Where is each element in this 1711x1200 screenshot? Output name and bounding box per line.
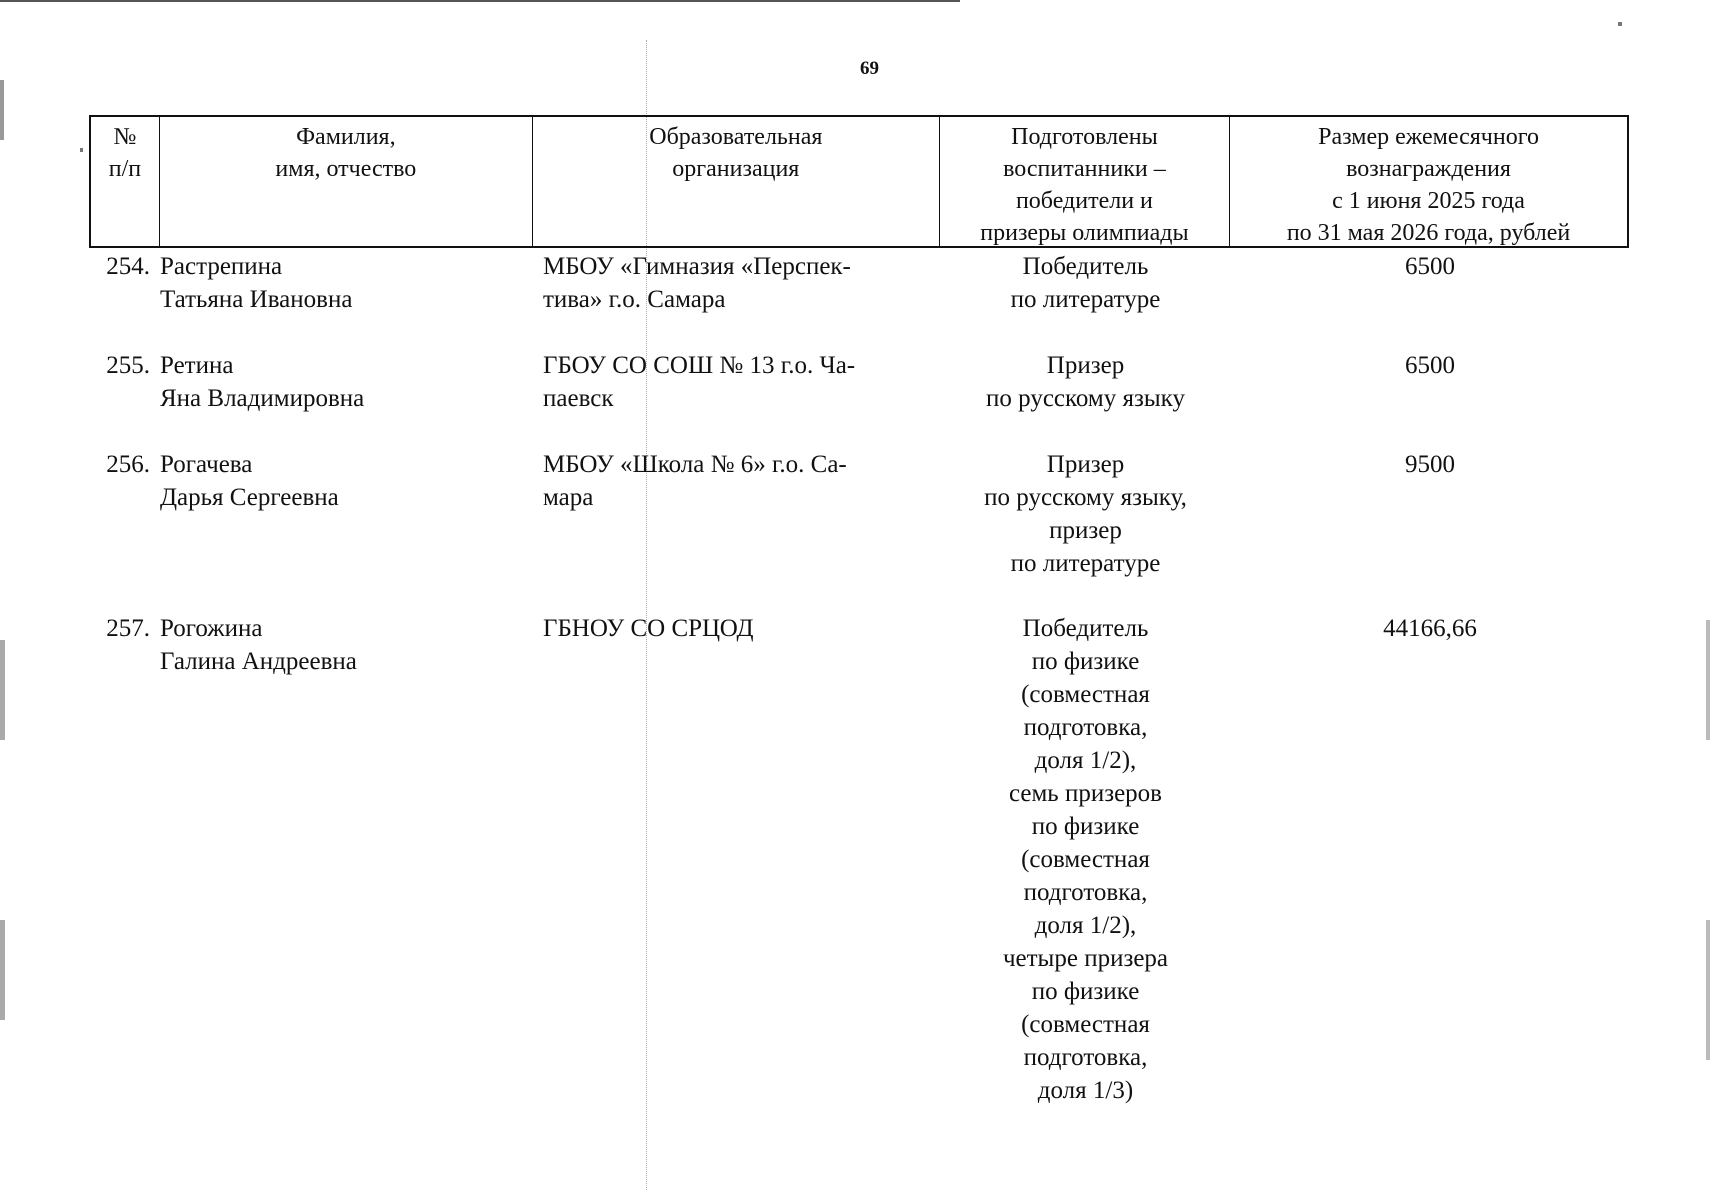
row-monthly-reward: 44166,66 bbox=[1383, 615, 1477, 642]
scan-edge-smudge bbox=[0, 640, 5, 740]
row-full-name: Рогачева Дарья Сергеевна bbox=[160, 451, 339, 511]
row-organization: МБОУ «Гимназия «Перспек- тива» г.о. Самара bbox=[543, 253, 851, 313]
header-monthly-reward: Размер ежемесячного вознаграждения с 1 июня 2025 года по 31 мая 2026 года, рублей bbox=[1286, 124, 1571, 246]
table-body bbox=[89, 250, 1629, 1104]
row-prepared-students: Призер по русскому языку bbox=[986, 352, 1185, 412]
header-organization: Образовательная организация bbox=[533, 117, 940, 246]
header-prepared-students: Подготовлены воспитанники – победители и призеры олимпиады bbox=[940, 117, 1230, 246]
header-full-name: Фамилия, имя, отчество bbox=[160, 117, 533, 246]
header-number: № п/п bbox=[91, 117, 160, 246]
row-number: 255. bbox=[106, 352, 150, 379]
scan-edge-smudge bbox=[0, 920, 5, 1020]
row-organization: ГБНОУ СО СРЦОД bbox=[543, 615, 754, 642]
row-number: 257. bbox=[106, 615, 150, 642]
row-prepared-students: Победитель по физике (совместная подготовка, доля 1/2), семь призеров по физике (совместная подготовка, доля 1/2), четыре призера по физике (совместная подготовка, доля 1/3) bbox=[1002, 615, 1169, 1104]
page-number: 69 bbox=[860, 58, 879, 79]
table-header bbox=[89, 115, 1629, 248]
scan-edge-line bbox=[0, 0, 960, 2]
table-row bbox=[89, 612, 1629, 1104]
row-number: 254. bbox=[106, 253, 150, 280]
row-full-name: Рогожина Галина Андреевна bbox=[160, 615, 357, 675]
row-number: 256. bbox=[106, 451, 150, 478]
scan-edge-smudge bbox=[0, 80, 4, 140]
row-full-name: Растрепина Татьяна Ивановна bbox=[160, 253, 353, 313]
row-full-name: Ретина Яна Владимировна bbox=[160, 352, 365, 412]
scan-edge-smudge bbox=[1706, 920, 1710, 1060]
scan-speck bbox=[1618, 22, 1622, 26]
table-row bbox=[89, 448, 1629, 612]
row-prepared-students: Призер по русскому языку, призер по литературе bbox=[984, 451, 1187, 577]
row-organization: МБОУ «Школа № 6» г.о. Са- мара bbox=[543, 451, 847, 511]
table-row bbox=[89, 250, 1629, 349]
row-monthly-reward: 6500 bbox=[1405, 352, 1455, 379]
table-row bbox=[89, 349, 1629, 448]
row-organization: ГБОУ СО СОШ № 13 г.о. Ча- паевск bbox=[543, 352, 856, 412]
scan-speck bbox=[80, 148, 83, 152]
row-monthly-reward: 6500 bbox=[1405, 253, 1455, 280]
row-prepared-students: Победитель по литературе bbox=[1010, 253, 1161, 313]
row-monthly-reward: 9500 bbox=[1405, 451, 1455, 478]
scan-edge-smudge bbox=[1706, 620, 1710, 740]
